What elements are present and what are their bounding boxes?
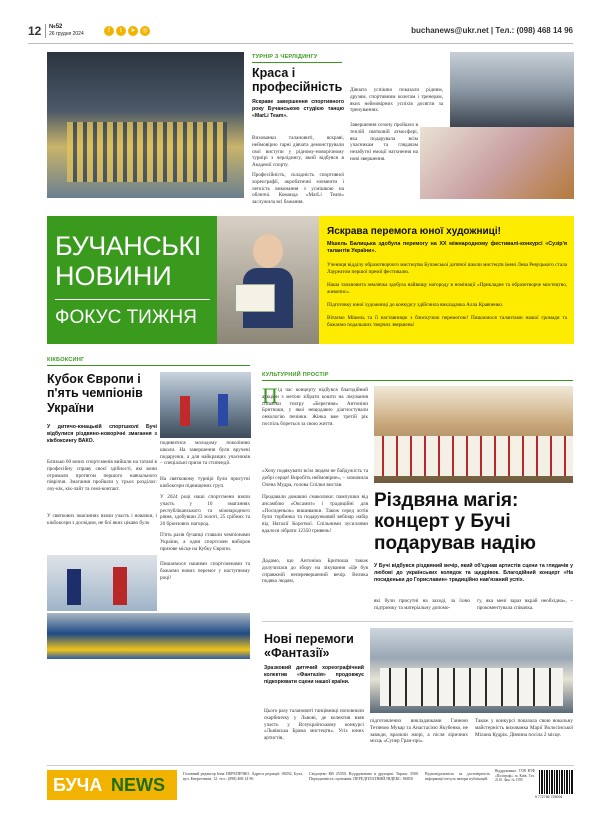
fantasy-para-3: Також у конкурсі показала свою вокальну майстерність вихованка Марії Волосінської Мілана Кудрік. Дівчина посіла 2 місце. [475,718,573,738]
drop-cap: П [262,383,278,408]
kickboxing-photo-ring [160,372,251,438]
kick-para-4: На святковому турнірі були присутні кікбоксери підвищених груп. [160,476,250,489]
headline-cheer: Краса і професійність [252,66,343,95]
banner-line-2: НОВИНИ [55,261,172,291]
cheer-para-1: Вихованки талановиті, яскраві, неймовірно гарні дівчата демонстрували свої виступи у рідному-новорічному турнірі з черлідингу, який відбувся в Академії спорту. [252,135,344,168]
logo-part-2: NEWS [111,775,165,795]
concert-end-1: які були присутні на заході, за їхню підтримку та матеріальну допомо- [374,598,470,611]
kick-para-6: П'ять разів бучанці ставали чемпіонами України, а один спортсмен виборов призове місце на Кубку Європи. [160,532,250,552]
fantasy-para-1: Цього разу талановиті танцівниці поповнили скарбничку у Львові, де колектив взяв участь у Всеукраїнському конкурсі «Львівська Брама мистецтв». Усіх юних артистів, [264,708,364,741]
issue-number: №52 [49,24,63,30]
banner-para-2: Наша талановита землячка здобула найвищу нагороду в номінації «Прикладне та образотворче мистецтво, живопис». [327,282,567,295]
barcode-number: 9 772786 725004 [535,795,563,799]
lead-concert: У Бучі відбувся різдвяний вечір, який об'єднав артистів сцени та глядачів у любові до українських колядок та щедрівок. Благодійний концерт «На посиденьки до Гориславин» традиційно нав'язаний успіх. [374,563,573,583]
culture-para-2: «Хочу подякувати всім людям не байдужість та добрі серця! Виробіть неймовірне», – зазначила Олена Мудра, голова Спілки вистав. [262,468,369,488]
cheerleading-photo-team [450,52,574,127]
banner-line-3: ФОКУС ТИЖНЯ [55,307,197,328]
telegram-icon[interactable]: ➤ [128,26,138,36]
banner-line-1: БУЧАНСЬКІ [55,231,201,261]
header-contact: buchanews@ukr.net | Тел.: (098) 468 14 96 [411,26,573,35]
kick-para-5: У 2024 році наші спортсмени взяли участь у 10 змаганнях республіканського та міжнародного рівня, здобувши 23 золоті, 25 срібних та 26 бронзових нагород. [160,494,250,527]
page-number: 12 [28,24,42,38]
cheerleading-photo-dancer [420,127,574,199]
kickboxing-photo-team [47,613,250,659]
footer [47,765,574,803]
concert-photo [374,386,573,483]
instagram-icon[interactable]: ◎ [140,26,150,36]
focus-banner [47,216,574,344]
footer-disclaimer: Відповідальність за достовірність інформації несуть автори публікацій. [425,771,490,782]
logo-part-1: БУЧА [53,775,103,795]
kick-para-1: Близько 60 юних спортсменів вийшли на татамі в професійну справу своєї здібності, які вони отримали протягом першого навчального півріччя. Змагання пройшли у трьох розділах: лоу-кік, кік-лайт та семі-контакт. [47,459,157,492]
barcode [539,770,573,794]
culture-para-3: Продавали домашні смаколики: пампушки від ансамблю «Оксамит» і традиційні для «Посиденьок» вишиванки. Також серед лотів були торбинка та подарунковий вебінар набір від Наталії Короткої. Спільними зусиллями вдалося зібрати 12350 гривень! [262,494,368,534]
rubric-cheer: ТУРНІР З ЧЕРЛІДИНГУ [252,54,318,60]
cheer-para-4: Завершення сезону пройшло в теплій святковій атмосфері, яка подарувала всім учасникам та глядачам незабутні емоції натхнення на нові звершення. [350,122,418,162]
headline-fantasy: Нові перемоги «Фантазії» [264,632,354,661]
kick-para-2: У святкових змаганнях взяли участь і новачки, і кікбоксери з досвідом, не бої яких цікаво було [47,513,157,526]
concert-end-2: гу, яка мені зараз вкрай необхідна», – прокоментувала співачка. [477,598,573,611]
rubric-kickboxing: КІКБОКСИНГ [47,357,85,363]
kick-para-7: Пишаємося нашими спортсменами та бажаємо нових перемог у наступному році! [160,561,250,581]
lead-fantasy: Зразковий дитячий хореографічний колектив «Фантазія» продовжує підкорювати сцени нашої країни. [264,665,364,685]
headline-kickboxing: Кубок Європи і п'ять чемпіонів України [47,372,143,415]
headline-concert: Різдвяна магія: концерт у Бучі подарував надію [374,490,536,554]
footer-logo [47,770,177,800]
cheerleading-photo [47,52,244,198]
rubric-culture: КУЛЬТУРНИЙ ПРОСТІР [262,372,329,378]
banner-para-4: Вітаємо Мішель та її наставницю з блискучою перемогою! Пишаємося талантами нашої громади та бажаємо подальших творчих звершень! [327,315,567,328]
banner-title-panel [47,216,217,344]
lead-kickboxing: У дитячо-юнацькій спортшколі Бучі відбулися різдвяно-новорічні змагання з кікбоксингу ВАКО. [47,424,157,444]
artist-girl-photo [217,216,319,344]
culture-para-1: ід час концерту відбувся благодійний аукціон з метою зібрати кошти на лікування співачки театру «Берегиня» Антоніни Бритюши, у якої нещодавно діагностували онкологію печінки. Жінка вже третій рік поспіль бореться за свою життя. [262,387,368,427]
banner-para-3: Підготовку юної художниці до конкурсу здійснила викладачка Алла Кравченко. [327,302,504,308]
fantasy-photo [370,628,573,713]
social-icons [104,26,152,36]
footer-editor: Головний редактор Інна ПЕРЕПЕЧКО. Адреса редакції: 08292, Буча, вул. Енергетиків, 12. тел.: (098) 468 14 96 [183,771,303,782]
kick-para-3: подивитися молодому поколінню школи. На завершення були вручені подарунки, а для найкращих учасників – спеціальні призи та стипендії. [160,440,250,467]
issue-date: 26 грудня 2024 [49,31,84,37]
fantasy-para-2: підготовлених викладачками Ганною Тетяною Мукар та Анастасією Якубенко, не завжди, вразили жюрі, а після ліричних місць «Супер Гран-прі». [370,718,468,745]
twitter-icon[interactable]: t [116,26,126,36]
facebook-icon[interactable]: f [104,26,114,36]
banner-para-1: Учениця відділу образотворчого мистецтва Бучанської дитячої школи мистецтв імені Лева Ревуцького стала Лауреатом першої премії фестивалю. [327,262,567,275]
page-header [28,24,573,40]
footer-print: Віддруковано: ТОВ ВТФ «Поліграф». м. Київ. Тел. 2110. Зам. № 1595 [495,769,535,783]
cheer-para-2: Професійність, складність спортивної хореографії, акробатичні елементи і легкість виконання з усмішкою на обличчі. Команда «MarLi Team» заслужила всі бажання. [252,172,344,205]
footer-license: Свідоцтво КВ 25350. Віддруковано в друкарні. Тираж: 3500. Періодичність: щотижня. ПЕРЕДПЛАТНИЙ ІНДЕКС: 86850 [309,771,419,782]
banner-headline: Яскрава перемога юної художниці! [327,226,501,237]
cheer-para-3: Дівчата успішно показали рідним, друзям, спортивним колегам і тренерам, яких неймовірних успіхів досягли за тренуваннях. [350,87,443,114]
kickboxing-photo-fight [47,555,157,611]
banner-lead: Мішель Балицька здобула перемогу на XX міжнародному фестивалі-конкурсі «Сузір'я талантів України». [327,241,567,255]
culture-para-4: Додамо, що Антоніна Бритюша також долучилася до збору на лікування «Це був справжній неперевершений вечір. Велика подяка людям, [262,558,368,585]
lead-cheer: Яскраве завершення спортивного року Бучанською студією танцю «MarLi Team». [252,99,344,119]
